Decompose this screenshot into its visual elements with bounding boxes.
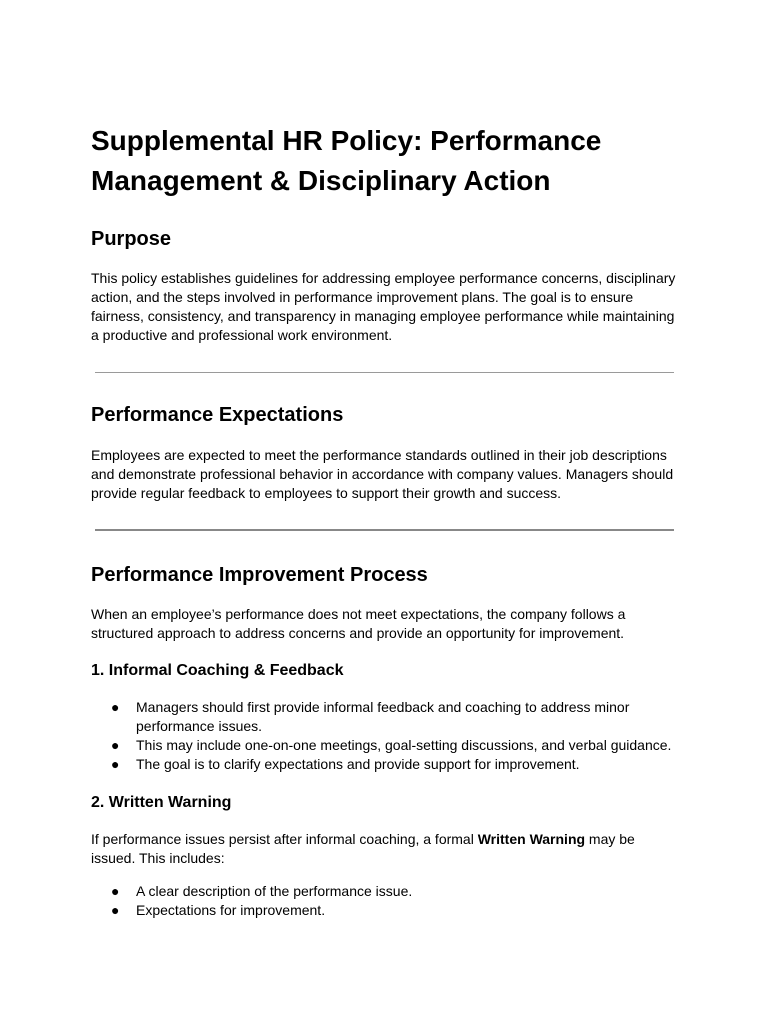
improvement-intro: When an employee’s performance does not meet expectations, the company follows a structured approach to address concerns and provide an opportunity for improvement.	[91, 606, 626, 641]
list-item-text: A clear description of the performance issue.	[136, 883, 413, 899]
written-warning-term: Written Warning	[477, 831, 586, 847]
list-item-text: Managers should first provide informal feedback and coaching to address minor performance issues.	[136, 699, 630, 734]
step2-bullet-list	[91, 882, 681, 920]
step2-intro	[91, 830, 681, 868]
expectations-heading: Performance Expectations	[91, 404, 344, 426]
purpose-body: This policy establishes guidelines for addressing employee performance concerns, disciplinary action, and the steps involved in performance improvement plans. The goal is to ensure fairness, consistency, and transparency in managing employee performance while maintaining a productive and professional work environment.	[91, 270, 676, 343]
list-item	[91, 736, 681, 755]
section-divider	[95, 372, 674, 373]
bullet-icon: ●	[111, 699, 120, 715]
improvement-heading: Performance Improvement Process	[91, 564, 428, 586]
step2-heading: 2. Written Warning	[91, 794, 232, 811]
step2-intro-text: If performance issues persist after informal coaching, a formal	[91, 831, 478, 847]
list-item	[91, 755, 681, 774]
document-title: Supplemental HR Policy: Performance Management & Disciplinary Action	[91, 125, 602, 196]
bullet-icon: ●	[111, 883, 120, 899]
section-divider	[95, 529, 674, 531]
list-item-text: The goal is to clarify expectations and provide support for improvement.	[136, 756, 580, 772]
list-item	[91, 698, 681, 736]
list-item-text: Expectations for improvement.	[136, 902, 326, 918]
step1-bullet-list	[91, 698, 681, 774]
list-item-text: This may include one-on-one meetings, goal-setting discussions, and verbal guidance.	[136, 737, 672, 753]
expectations-body: Employees are expected to meet the performance standards outlined in their job descriptions and demonstrate professional behavior in accordance with company values. Managers should provide regular feedback to employees to support their growth and success.	[91, 447, 674, 501]
bullet-icon: ●	[111, 902, 120, 918]
purpose-heading: Purpose	[91, 228, 172, 250]
list-item	[91, 901, 681, 920]
list-item	[91, 882, 681, 901]
bullet-icon: ●	[111, 756, 120, 772]
step1-heading: 1. Informal Coaching & Feedback	[91, 662, 344, 679]
bullet-icon: ●	[111, 737, 120, 753]
step2-intro-text-end: may be issued. This includes:	[91, 831, 635, 866]
